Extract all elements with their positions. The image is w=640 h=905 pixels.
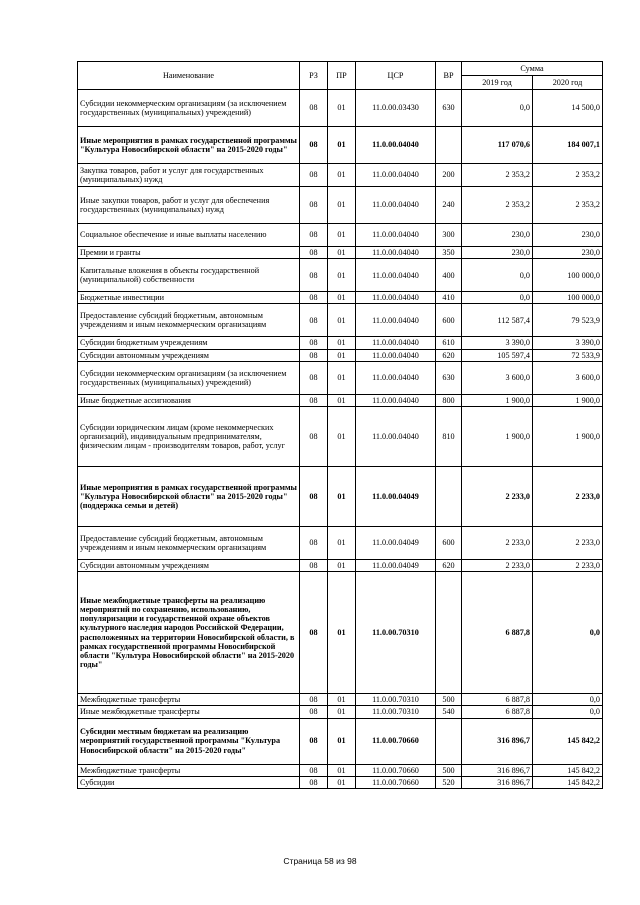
row-value-2019: 2 353,2: [462, 187, 533, 224]
row-value-2020: 2 353,2: [533, 164, 603, 187]
row-pr: 01: [328, 127, 356, 164]
row-value-2020: 14 500,0: [533, 90, 603, 127]
row-rz: 08: [300, 127, 328, 164]
row-name: Иные бюджетные ассигнования: [78, 394, 300, 406]
header-pr: ПР: [328, 62, 356, 90]
row-vr: 300: [436, 224, 462, 247]
row-rz: 08: [300, 164, 328, 187]
row-vr: 410: [436, 292, 462, 304]
row-rz: 08: [300, 776, 328, 788]
row-csr: 11.0.00.04040: [356, 164, 436, 187]
row-pr: 01: [328, 224, 356, 247]
page-number: Страница 58 из 98: [283, 856, 357, 866]
row-value-2020: 79 523,9: [533, 304, 603, 337]
row-value-2019: 0,0: [462, 90, 533, 127]
table-row: [78, 394, 603, 406]
row-rz: 08: [300, 394, 328, 406]
row-name: Иные мероприятия в рамках государственной программы "Культура Новосибирской области" на 2015-2020 годы": [78, 127, 300, 164]
row-pr: 01: [328, 559, 356, 571]
row-value-2020: 230,0: [533, 247, 603, 259]
row-rz: 08: [300, 304, 328, 337]
row-vr: 500: [436, 694, 462, 706]
table-row: [78, 127, 603, 164]
row-pr: 01: [328, 776, 356, 788]
row-value-2020: 2 233,0: [533, 526, 603, 559]
row-rz: 08: [300, 337, 328, 349]
header-vr: ВР: [436, 62, 462, 90]
row-csr: 11.0.00.04040: [356, 394, 436, 406]
table-row: [78, 526, 603, 559]
row-name: Субсидии некоммерческим организациям (за исключением государственных (муниципальных) учреждений): [78, 90, 300, 127]
row-name: Иные межбюджетные трансферты на реализацию мероприятий по сохранению, использованию, популяризации и государственной охране объектов культурного наследия народов Российской Федерации, расположенных на территории Новосибирской области, в рамках государственной программы Новосибирской области "Культура Новосибирской области" на 2015-2020 годы": [78, 572, 300, 694]
row-value-2020: 72 533,9: [533, 349, 603, 361]
row-name: Субсидии автономным учреждениям: [78, 559, 300, 571]
row-csr: 11.0.00.04040: [356, 187, 436, 224]
row-rz: 08: [300, 466, 328, 526]
row-rz: 08: [300, 406, 328, 466]
row-rz: 08: [300, 292, 328, 304]
table-row: [78, 776, 603, 788]
row-value-2020: 3 390,0: [533, 337, 603, 349]
row-value-2019: 0,0: [462, 292, 533, 304]
row-name: Субсидии некоммерческим организациям (за исключением государственных (муниципальных) учреждений): [78, 361, 300, 394]
row-csr: 11.0.00.04040: [356, 247, 436, 259]
row-value-2020: 0,0: [533, 572, 603, 694]
row-name: Премии и гранты: [78, 247, 300, 259]
row-value-2020: 230,0: [533, 224, 603, 247]
header-2019: 2019 год: [462, 76, 533, 90]
row-vr: 400: [436, 259, 462, 292]
budget-table: [77, 61, 603, 789]
row-pr: 01: [328, 706, 356, 718]
table-row: [78, 559, 603, 571]
row-csr: 11.0.00.70660: [356, 718, 436, 764]
row-value-2020: 0,0: [533, 706, 603, 718]
row-vr: 600: [436, 304, 462, 337]
row-name: Иные межбюджетные трансферты: [78, 706, 300, 718]
row-csr: 11.0.00.04040: [356, 406, 436, 466]
row-value-2019: 1 900,0: [462, 406, 533, 466]
row-csr: 11.0.00.04040: [356, 259, 436, 292]
row-name: Социальное обеспечение и иные выплаты населению: [78, 224, 300, 247]
header-rz: РЗ: [300, 62, 328, 90]
table-row: [78, 406, 603, 466]
row-name: Субсидии юридическим лицам (кроме некоммерческих организаций), индивидуальным предпринимателям, физическим лицам - производителям товаров, работ, услуг: [78, 406, 300, 466]
row-csr: 11.0.00.04040: [356, 337, 436, 349]
row-rz: 08: [300, 361, 328, 394]
row-value-2020: 145 842,2: [533, 718, 603, 764]
row-vr: 500: [436, 764, 462, 776]
row-vr: 620: [436, 349, 462, 361]
row-vr: [436, 127, 462, 164]
row-name: Иные закупки товаров, работ и услуг для обеспечения государственных (муниципальных) нужд: [78, 187, 300, 224]
row-csr: 11.0.00.04049: [356, 559, 436, 571]
row-csr: 11.0.00.70310: [356, 694, 436, 706]
row-vr: 240: [436, 187, 462, 224]
table-row: [78, 292, 603, 304]
row-csr: 11.0.00.70660: [356, 776, 436, 788]
row-value-2019: 316 896,7: [462, 764, 533, 776]
row-csr: 11.0.00.04040: [356, 361, 436, 394]
row-value-2019: 2 233,0: [462, 526, 533, 559]
table-row: [78, 164, 603, 187]
row-pr: 01: [328, 764, 356, 776]
row-vr: 800: [436, 394, 462, 406]
row-csr: 11.0.00.70310: [356, 572, 436, 694]
row-rz: 08: [300, 764, 328, 776]
row-pr: 01: [328, 466, 356, 526]
table-body: [78, 90, 603, 789]
row-pr: 01: [328, 694, 356, 706]
row-name: Субсидии местным бюджетам на реализацию мероприятий государственной программы "Культура Новосибирской области" на 2015-2020 годы": [78, 718, 300, 764]
row-csr: 11.0.00.04040: [356, 292, 436, 304]
row-rz: 08: [300, 187, 328, 224]
row-value-2019: 316 896,7: [462, 776, 533, 788]
row-pr: 01: [328, 187, 356, 224]
row-pr: 01: [328, 292, 356, 304]
table-row: [78, 718, 603, 764]
row-value-2019: 3 390,0: [462, 337, 533, 349]
table-row: [78, 337, 603, 349]
header-csr: ЦСР: [356, 62, 436, 90]
row-vr: [436, 718, 462, 764]
row-rz: 08: [300, 718, 328, 764]
row-csr: 11.0.00.04040: [356, 127, 436, 164]
row-csr: 11.0.00.04049: [356, 526, 436, 559]
row-vr: 810: [436, 406, 462, 466]
row-value-2020: 2 233,0: [533, 559, 603, 571]
row-rz: 08: [300, 247, 328, 259]
row-name: Межбюджетные трансферты: [78, 694, 300, 706]
row-value-2019: 6 887,8: [462, 706, 533, 718]
row-value-2020: 2 233,0: [533, 466, 603, 526]
table-row: [78, 764, 603, 776]
row-vr: 200: [436, 164, 462, 187]
row-value-2019: 316 896,7: [462, 718, 533, 764]
row-csr: 11.0.00.04049: [356, 466, 436, 526]
row-csr: 11.0.00.70660: [356, 764, 436, 776]
row-value-2019: 6 887,8: [462, 572, 533, 694]
row-rz: 08: [300, 259, 328, 292]
row-csr: 11.0.00.70310: [356, 706, 436, 718]
row-csr: 11.0.00.04040: [356, 304, 436, 337]
row-value-2020: 3 600,0: [533, 361, 603, 394]
header-name: Наименование: [78, 62, 300, 90]
row-rz: 08: [300, 526, 328, 559]
row-pr: 01: [328, 394, 356, 406]
row-vr: 620: [436, 559, 462, 571]
row-rz: 08: [300, 694, 328, 706]
row-value-2020: 1 900,0: [533, 394, 603, 406]
row-pr: 01: [328, 406, 356, 466]
table-row: [78, 187, 603, 224]
row-value-2020: 0,0: [533, 694, 603, 706]
table-row: [78, 349, 603, 361]
table-row: [78, 259, 603, 292]
row-csr: 11.0.00.03430: [356, 90, 436, 127]
row-pr: 01: [328, 259, 356, 292]
row-pr: 01: [328, 304, 356, 337]
row-value-2020: 145 842,2: [533, 764, 603, 776]
row-value-2020: 1 900,0: [533, 406, 603, 466]
row-rz: 08: [300, 572, 328, 694]
table-row: [78, 466, 603, 526]
row-pr: 01: [328, 572, 356, 694]
row-value-2019: 230,0: [462, 247, 533, 259]
row-vr: 600: [436, 526, 462, 559]
row-rz: 08: [300, 224, 328, 247]
row-name: Межбюджетные трансферты: [78, 764, 300, 776]
row-value-2019: 112 587,4: [462, 304, 533, 337]
row-pr: 01: [328, 349, 356, 361]
row-value-2019: 117 070,6: [462, 127, 533, 164]
row-rz: 08: [300, 706, 328, 718]
row-name: Предоставление субсидий бюджетным, автономным учреждениям и иным некоммерческим организациям: [78, 304, 300, 337]
header-sum: Сумма: [462, 62, 603, 76]
row-vr: [436, 466, 462, 526]
row-pr: 01: [328, 718, 356, 764]
row-rz: 08: [300, 559, 328, 571]
row-value-2019: 0,0: [462, 259, 533, 292]
row-rz: 08: [300, 349, 328, 361]
table-row: [78, 247, 603, 259]
row-name: Бюджетные инвестиции: [78, 292, 300, 304]
row-value-2019: 2 233,0: [462, 559, 533, 571]
row-pr: 01: [328, 361, 356, 394]
row-value-2019: 3 600,0: [462, 361, 533, 394]
row-vr: [436, 572, 462, 694]
table-row: [78, 706, 603, 718]
row-pr: 01: [328, 247, 356, 259]
table-row: [78, 572, 603, 694]
row-value-2020: 184 007,1: [533, 127, 603, 164]
row-csr: 11.0.00.04040: [356, 224, 436, 247]
row-name: Субсидии автономным учреждениям: [78, 349, 300, 361]
row-vr: 520: [436, 776, 462, 788]
row-name: Закупка товаров, работ и услуг для государственных (муниципальных) нужд: [78, 164, 300, 187]
row-value-2019: 105 597,4: [462, 349, 533, 361]
row-value-2020: 100 000,0: [533, 292, 603, 304]
row-vr: 630: [436, 361, 462, 394]
row-pr: 01: [328, 164, 356, 187]
row-name: Иные мероприятия в рамках государственной программы "Культура Новосибирской области" на 2015-2020 годы"(поддержка семьи и детей): [78, 466, 300, 526]
row-value-2019: 2 353,2: [462, 164, 533, 187]
table-header: [78, 62, 603, 90]
header-2020: 2020 год: [533, 76, 603, 90]
row-name: Субсидии бюджетным учреждениям: [78, 337, 300, 349]
row-vr: 350: [436, 247, 462, 259]
row-vr: 630: [436, 90, 462, 127]
table-row: [78, 361, 603, 394]
row-rz: 08: [300, 90, 328, 127]
row-value-2020: 2 353,2: [533, 187, 603, 224]
row-pr: 01: [328, 90, 356, 127]
row-name: Субсидии: [78, 776, 300, 788]
row-value-2020: 145 842,2: [533, 776, 603, 788]
row-name: Предоставление субсидий бюджетным, автономным учреждениям и иным некоммерческим организациям: [78, 526, 300, 559]
row-value-2019: 2 233,0: [462, 466, 533, 526]
row-value-2019: 6 887,8: [462, 694, 533, 706]
row-pr: 01: [328, 526, 356, 559]
row-pr: 01: [328, 337, 356, 349]
row-value-2019: 1 900,0: [462, 394, 533, 406]
row-vr: 540: [436, 706, 462, 718]
table-row: [78, 90, 603, 127]
row-value-2020: 100 000,0: [533, 259, 603, 292]
table-row: [78, 224, 603, 247]
row-vr: 610: [436, 337, 462, 349]
row-name: Капитальные вложения в объекты государственной (муниципальной) собственности: [78, 259, 300, 292]
row-csr: 11.0.00.04040: [356, 349, 436, 361]
row-value-2019: 230,0: [462, 224, 533, 247]
table-row: [78, 304, 603, 337]
table-row: [78, 694, 603, 706]
